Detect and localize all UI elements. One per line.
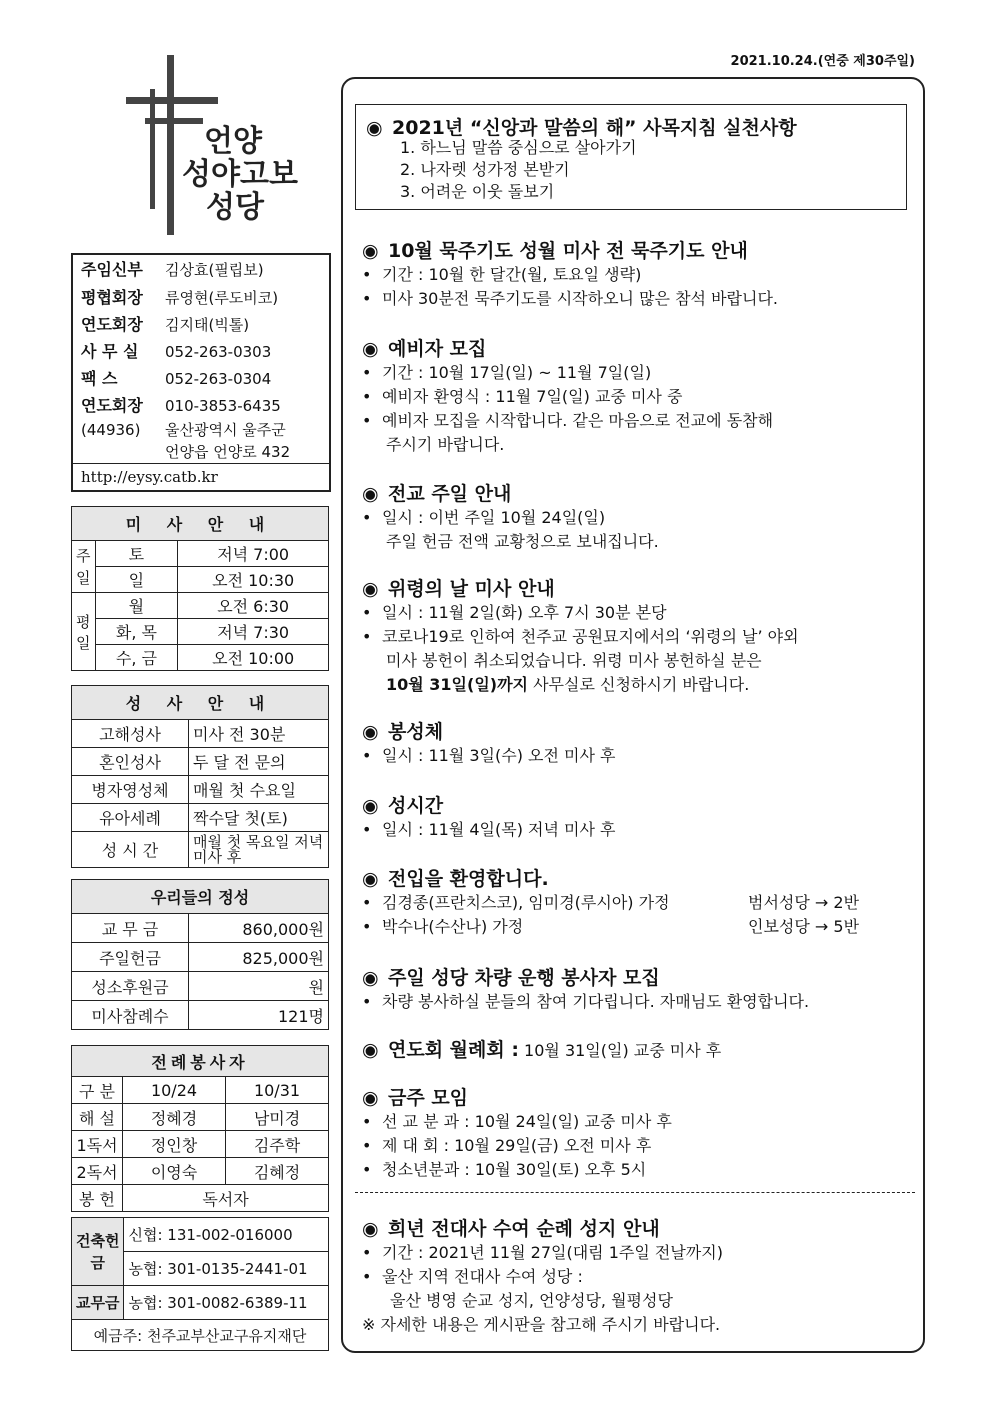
server-role: 2독서 bbox=[72, 1158, 123, 1185]
section-line: 일시 : 이번 주일 10월 24일(일) bbox=[382, 508, 606, 527]
server-name: 정인창 bbox=[123, 1131, 226, 1158]
account-number: 농협: 301-0082-6389-11 bbox=[124, 1286, 329, 1320]
account-label: 건축헌금 bbox=[72, 1218, 124, 1286]
row-group-label bbox=[72, 593, 96, 671]
section-heading: 전입을 환영합니다. bbox=[388, 868, 549, 890]
info-value: 김지태(빅톨) bbox=[165, 316, 250, 334]
bullseye-icon: ◉ bbox=[362, 795, 379, 817]
section-heading: 희년 전대사 수여 순례 성지 안내 bbox=[388, 1218, 660, 1240]
server-date: 10/24 bbox=[123, 1077, 226, 1104]
info-key: 연도회장 bbox=[81, 315, 143, 334]
cross-icon-bar bbox=[126, 97, 218, 104]
bullseye-icon: ◉ bbox=[362, 1218, 379, 1240]
deadline-text: 10월 31일(일)까지 bbox=[386, 675, 529, 694]
table-title: 우리들의 정성 bbox=[72, 880, 329, 914]
section-note: ※ 자세한 내용은 게시판을 참고해 주시기 바랍니다. bbox=[362, 1315, 721, 1334]
section-line: 박수나(수산나) 가정 bbox=[382, 917, 524, 936]
server-name: 김주학 bbox=[226, 1131, 329, 1158]
server-name: 정혜경 bbox=[123, 1104, 226, 1131]
bullet-icon: • bbox=[362, 1112, 372, 1131]
bullet-icon: • bbox=[362, 265, 372, 284]
section-heading: 성시간 bbox=[388, 795, 444, 817]
section-line: 일시 : 11월 4일(목) 저녁 미사 후 bbox=[382, 820, 616, 839]
section-welcome bbox=[362, 864, 922, 939]
section-line: 미사 봉헌이 취소되었습니다. 위령 미사 봉헌하실 분은 bbox=[386, 651, 762, 670]
address-line: 언양읍 언양로 432 bbox=[165, 443, 291, 461]
section-line: 사무실로 신청하시기 바랍니다. bbox=[528, 675, 750, 694]
info-key: 연도회장 bbox=[81, 396, 143, 415]
bullet-icon: • bbox=[362, 746, 372, 765]
info-key: 평협회장 bbox=[81, 288, 143, 307]
server-role: 1독서 bbox=[72, 1131, 123, 1158]
bullseye-icon: ◉ bbox=[362, 578, 379, 600]
bullet-icon: • bbox=[362, 603, 372, 622]
table-title: 전례봉사자 bbox=[72, 1046, 329, 1077]
liturgy-servers-table bbox=[71, 1045, 329, 1212]
mass-day: 토 bbox=[95, 541, 178, 567]
sacrament-info: 미사 전 30분 bbox=[189, 720, 329, 748]
bullet-icon: • bbox=[362, 627, 372, 646]
section-line: 10월 31일(일) 교중 미사 후 bbox=[518, 1041, 722, 1060]
section-rosary bbox=[362, 236, 922, 311]
offering-amount: 825,000원 bbox=[189, 943, 329, 972]
info-value: 052-263-0304 bbox=[165, 370, 272, 388]
section-line-right: 인보성당 → 5반 bbox=[748, 917, 860, 936]
bullseye-icon: ◉ bbox=[362, 1039, 379, 1061]
logo-line: 성야고보 bbox=[182, 157, 298, 192]
server-name: 이영숙 bbox=[123, 1158, 226, 1185]
parish-name bbox=[182, 125, 298, 224]
offering-amount: 121명 bbox=[189, 1001, 329, 1030]
row-group-label bbox=[72, 541, 96, 593]
bullet-icon: • bbox=[362, 820, 372, 839]
label: 평일 bbox=[76, 612, 91, 652]
section-heading: 예비자 모집 bbox=[388, 338, 487, 360]
section-heading: 금주 모임 bbox=[388, 1087, 469, 1109]
section-heading: 전교 주일 안내 bbox=[388, 483, 512, 505]
section-driver-volunteers bbox=[362, 963, 922, 1014]
section-line: 울산 병영 순교 성지, 언양성당, 월평성당 bbox=[390, 1291, 673, 1310]
server-name: 독서자 bbox=[123, 1185, 329, 1212]
section-heading: 10월 묵주기도 성월 미사 전 묵주기도 안내 bbox=[388, 240, 748, 262]
offering-table bbox=[71, 879, 329, 1030]
label: 주일 bbox=[76, 546, 91, 587]
offering-amount: 860,000원 bbox=[189, 914, 329, 943]
bullet-icon: • bbox=[362, 917, 372, 936]
section-heading: 주일 성당 차량 운행 봉사자 모집 bbox=[388, 967, 660, 989]
bullet-icon: • bbox=[362, 1160, 372, 1179]
section-mission-sunday bbox=[362, 479, 922, 554]
info-key: 주임신부 bbox=[81, 260, 143, 279]
sacrament-name: 고해성사 bbox=[72, 720, 189, 748]
account-label: 교무금 bbox=[72, 1286, 124, 1320]
section-line: 미사 30분전 묵주기도를 시작하오니 많은 참석 바랍니다. bbox=[382, 289, 778, 308]
address-line: 울산광역시 울주군 bbox=[165, 421, 286, 439]
zip-code: (44936) bbox=[81, 421, 141, 439]
info-value: 010-3853-6435 bbox=[165, 397, 281, 415]
section-line: 청소년분과 : 10월 30일(토) 오후 5시 bbox=[382, 1160, 647, 1179]
section-line: 코로나19로 인하여 천주교 공원묘지에서의 ‘위령의 날’ 야외 bbox=[382, 627, 799, 646]
bullseye-icon: ◉ bbox=[362, 868, 379, 890]
plan-title: 2021년 “신앙과 말씀의 해” 사목지침 실천사항 bbox=[392, 117, 797, 139]
offering-name: 미사참례수 bbox=[72, 1001, 189, 1030]
server-role: 구 분 bbox=[72, 1077, 123, 1104]
bullseye-icon: ◉ bbox=[362, 721, 379, 743]
bullseye-icon: ◉ bbox=[362, 1087, 379, 1109]
account-holder: 예금주: 천주교부산교구유지재단 bbox=[72, 1320, 329, 1351]
bullet-icon: • bbox=[362, 508, 372, 527]
account-number: 신협: 131-002-016000 bbox=[124, 1218, 329, 1252]
info-key: 사 무 실 bbox=[81, 342, 139, 361]
offering-name: 성소후원금 bbox=[72, 972, 189, 1001]
mass-schedule-table bbox=[71, 506, 329, 671]
section-line: 차량 봉사하실 분들의 참여 기다립니다. 자매님도 환영합니다. bbox=[382, 992, 810, 1011]
plan-item: 2. 나자렛 성가정 본받기 bbox=[400, 160, 570, 179]
mass-time: 오전 6:30 bbox=[178, 593, 329, 619]
section-line: 주일 헌금 전액 교황청으로 보내집니다. bbox=[386, 532, 659, 551]
cross-icon bbox=[167, 55, 174, 235]
pastoral-plan-box bbox=[355, 104, 907, 210]
parish-info-box bbox=[71, 253, 331, 492]
section-line: 주시기 바랍니다. bbox=[386, 435, 505, 454]
bulletin-date: 2021.10.24.(연중 제30주일) bbox=[730, 54, 915, 69]
sacrament-name: 병자영성체 bbox=[72, 776, 189, 804]
section-line: 예비자 환영식 : 11월 7일(일) 교중 미사 중 bbox=[382, 387, 683, 406]
bullseye-icon: ◉ bbox=[362, 967, 379, 989]
bullseye-icon: ◉ bbox=[366, 117, 383, 139]
bullseye-icon: ◉ bbox=[362, 483, 379, 505]
plan-item: 1. 하느님 말씀 중심으로 살아가기 bbox=[400, 138, 637, 157]
bullet-icon: • bbox=[362, 1243, 372, 1262]
mass-day: 수, 금 bbox=[95, 645, 178, 671]
logo-line: 언양 bbox=[204, 124, 262, 159]
sacrament-name: 혼인성사 bbox=[72, 748, 189, 776]
info-value: 김상효(필립보) bbox=[165, 261, 264, 279]
section-pilgrimage bbox=[362, 1214, 922, 1337]
info-value: 052-263-0303 bbox=[165, 343, 272, 361]
section-heading: 연도회 월례회 : bbox=[388, 1039, 519, 1061]
section-line: 일시 : 11월 3일(수) 오전 미사 후 bbox=[382, 746, 616, 765]
bullet-icon: • bbox=[362, 1267, 372, 1286]
sacrament-info: 매월 첫 수요일 bbox=[189, 776, 329, 804]
section-catechumen bbox=[362, 334, 922, 457]
sacrament-name: 유아세례 bbox=[72, 804, 189, 832]
server-date: 10/31 bbox=[226, 1077, 329, 1104]
section-holy-hour bbox=[362, 791, 922, 842]
section-line: 일시 : 11월 2일(화) 오후 7시 30분 본당 bbox=[382, 603, 667, 622]
server-role: 해 설 bbox=[72, 1104, 123, 1131]
website-link[interactable]: http://eysy.catb.kr bbox=[81, 468, 218, 486]
bullet-icon: • bbox=[362, 289, 372, 308]
sacrament-name: 성 시 간 bbox=[72, 832, 189, 868]
offering-amount: 원 bbox=[189, 972, 329, 1001]
server-name: 김혜정 bbox=[226, 1158, 329, 1185]
sacrament-info: 두 달 전 문의 bbox=[189, 748, 329, 776]
bullet-icon: • bbox=[362, 387, 372, 406]
plan-item: 3. 어려운 이웃 돌보기 bbox=[400, 182, 555, 201]
bullet-icon: • bbox=[362, 992, 372, 1011]
section-weekly-meetings bbox=[362, 1083, 922, 1182]
mass-time: 오전 10:30 bbox=[178, 567, 329, 593]
server-role: 봉 헌 bbox=[72, 1185, 123, 1212]
bullet-icon: • bbox=[362, 893, 372, 912]
mass-time: 저녁 7:00 bbox=[178, 541, 329, 567]
section-line-right: 범서성당 → 2반 bbox=[748, 893, 860, 912]
table-title: 성 사 안 내 bbox=[72, 686, 329, 720]
bank-accounts-table bbox=[71, 1217, 329, 1351]
cross-icon-bar2 bbox=[145, 118, 203, 124]
table-title: 미 사 안 내 bbox=[72, 507, 329, 541]
section-line: 선 교 분 과 : 10월 24일(일) 교중 미사 후 bbox=[382, 1112, 672, 1131]
server-name: 남미경 bbox=[226, 1104, 329, 1131]
account-number: 농협: 301-0135-2441-01 bbox=[124, 1252, 329, 1286]
logo-line: 성당 bbox=[206, 190, 264, 225]
section-line: 예비자 모집을 시작합니다. 같은 마음으로 전교에 동참해 bbox=[382, 411, 774, 430]
section-line: 기간 : 10월 17일(일) ~ 11월 7일(일) bbox=[382, 363, 652, 382]
sacrament-info: 짝수달 첫(토) bbox=[189, 804, 329, 832]
sacrament-table bbox=[71, 685, 329, 868]
bullseye-icon: ◉ bbox=[362, 240, 379, 262]
section-line: 제 대 회 : 10월 29일(금) 오전 미사 후 bbox=[382, 1136, 652, 1155]
section-divider bbox=[355, 1192, 915, 1193]
offering-name: 교 무 금 bbox=[72, 914, 189, 943]
bullseye-icon: ◉ bbox=[362, 338, 379, 360]
info-value: 류영현(루도비코) bbox=[165, 289, 279, 307]
mass-day: 화, 목 bbox=[95, 619, 178, 645]
sacrament-info: 매월 첫 목요일 저녁미사 후 bbox=[189, 832, 329, 868]
section-line: 울산 지역 전대사 수여 성당 : bbox=[382, 1267, 583, 1286]
section-heading: 봉성체 bbox=[388, 721, 444, 743]
info-key: 팩 스 bbox=[81, 369, 118, 388]
mass-time: 저녁 7:30 bbox=[178, 619, 329, 645]
section-all-souls bbox=[362, 574, 922, 697]
cross-icon-part bbox=[150, 89, 155, 209]
section-line: 기간 : 10월 한 달간(월, 토요일 생략) bbox=[382, 265, 642, 284]
bullet-icon: • bbox=[362, 411, 372, 430]
mass-time: 오전 10:00 bbox=[178, 645, 329, 671]
section-yeondo-meeting bbox=[362, 1035, 922, 1062]
section-line: 김경종(프란치스코), 임미경(루시아) 가정 bbox=[382, 893, 670, 912]
mass-day: 일 bbox=[95, 567, 178, 593]
mass-day: 월 bbox=[95, 593, 178, 619]
section-communion-sick bbox=[362, 717, 922, 768]
section-line: 기간 : 2021년 11월 27일(대림 1주일 전날까지) bbox=[382, 1243, 723, 1262]
bullet-icon: • bbox=[362, 363, 372, 382]
section-heading: 위령의 날 미사 안내 bbox=[388, 578, 555, 600]
offering-name: 주일헌금 bbox=[72, 943, 189, 972]
bullet-icon: • bbox=[362, 1136, 372, 1155]
parish-logo bbox=[120, 55, 330, 240]
